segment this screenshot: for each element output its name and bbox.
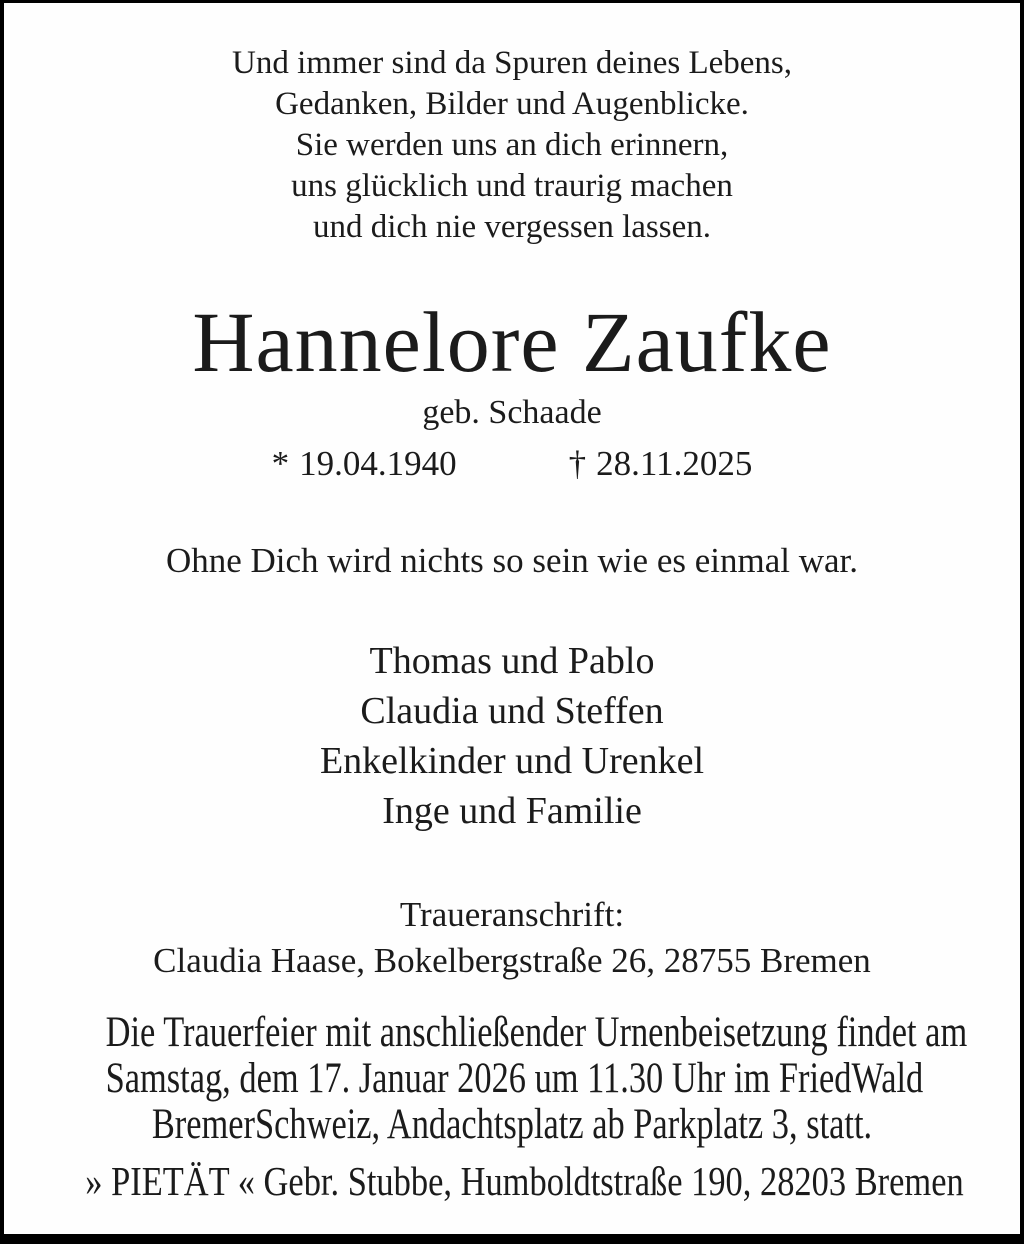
funeral-home-block (4, 1158, 1020, 1204)
mourners-list (4, 636, 1020, 836)
deceased-name: Hannelore Zaufke (192, 294, 832, 390)
poem-line: Gedanken, Bilder und Augenblicke. (275, 86, 749, 122)
condolence-address-value: Claudia Haase, Bokelbergstraße 26, 28755 Bremen (153, 941, 871, 980)
life-dates (4, 444, 1020, 484)
condolence-address-block (4, 892, 1020, 984)
mourner-line: Claudia und Steffen (360, 690, 664, 732)
death-date (569, 444, 753, 484)
funeral-info-line: Die Trauerfeier mit anschließender Urnenbeisetzung findet am (105, 1009, 968, 1056)
poem-line: Und immer sind da Spuren deines Lebens, (232, 45, 792, 81)
maiden-name: geb. Schaade (422, 394, 602, 431)
memorial-poem (4, 43, 1020, 248)
poem-line: Sie werden uns an dich erinnern, (295, 127, 729, 163)
mourner-line: Inge und Familie (382, 790, 642, 832)
death-cross-symbol: † (568, 444, 587, 483)
birth-star-symbol: * (271, 444, 290, 483)
funeral-info-line: BremerSchweiz, Andachtsplatz ab Parkplatz 3, statt. (151, 1101, 873, 1148)
mourner-line: Thomas und Pablo (369, 640, 655, 682)
obituary-page (4, 3, 1020, 1234)
funeral-home-line: » PIETÄT « Gebr. Stubbe, Humboldtstraße 190, 28203 Bremen (85, 1158, 964, 1204)
birth-date (272, 444, 457, 484)
funeral-info (4, 1010, 1020, 1148)
memorial-quote: Ohne Dich wird nichts so sein wie es einmal war. (165, 541, 859, 580)
condolence-address-label: Traueranschrift: (399, 895, 625, 934)
birth-date-value: 19.04.1940 (299, 444, 457, 483)
funeral-info-line: Samstag, dem 17. Januar 2026 um 11.30 Uhr im FriedWald (105, 1055, 924, 1102)
death-date-value: 28.11.2025 (596, 444, 753, 483)
mourner-line: Enkelkinder und Urenkel (319, 740, 705, 782)
poem-line: und dich nie vergessen lassen. (312, 209, 712, 245)
poem-line: uns glücklich und traurig machen (291, 168, 733, 204)
